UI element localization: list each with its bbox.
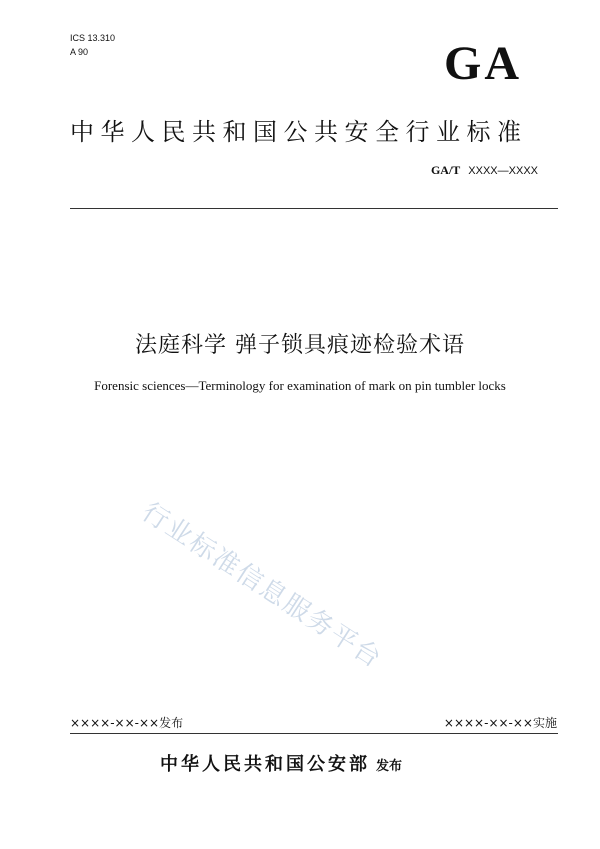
watermark: 行业标准信息服务平台 (136, 497, 388, 675)
ga-logo: GA (444, 37, 522, 90)
standard-category: 中华人民共和国公共安全行业标准 (70, 118, 528, 146)
ccs-code: A 90 (70, 47, 89, 57)
bottom-divider (70, 733, 558, 734)
classification-codes (70, 31, 115, 59)
ics-code: ICS 13.310 (70, 33, 116, 43)
issuer-name: 中华人民共和国公安部 (160, 754, 370, 775)
standard-number (431, 163, 538, 178)
standard-number-value: XXXX—XXXX (468, 165, 538, 177)
document-title: 法庭科学 弹子锁具痕迹检验术语 (135, 333, 465, 358)
implementation-date: ××××-××-××实施 (443, 716, 557, 730)
document-title-english: Forensic sciences—Terminology for examination of mark on pin tumbler locks (94, 378, 506, 393)
standard-prefix: GA/T (430, 163, 461, 177)
top-divider (70, 208, 558, 209)
issuer (160, 750, 402, 776)
release-date: ××××-××-××发布 (70, 716, 184, 730)
issue-word: 发布 (376, 759, 403, 774)
